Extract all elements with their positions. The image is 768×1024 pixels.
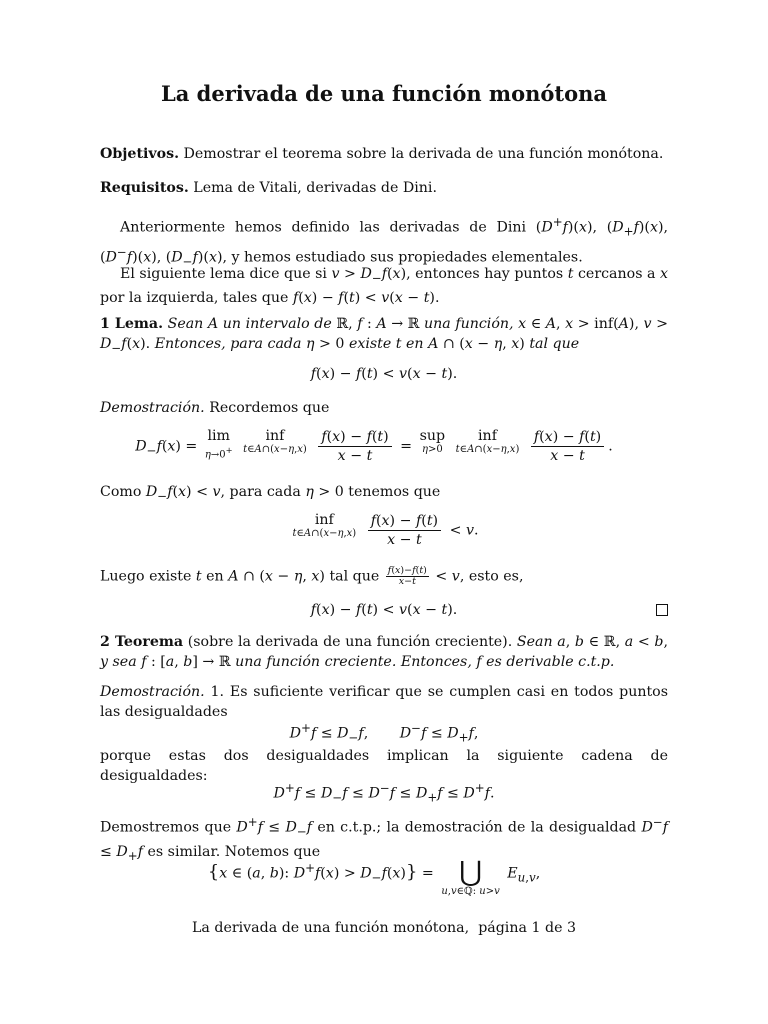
requisitos-paragraph bbox=[100, 178, 668, 198]
luego-paragraph: Luego existe t en A ∩ (x − η, x) tal que $\frac{f(x)-f(t)}{x-t}$ < v, esto es, bbox=[100, 565, 524, 587]
proof2-intro bbox=[100, 682, 668, 722]
como-text-3: tenemos que bbox=[348, 484, 441, 500]
requisitos-label: Requisitos. bbox=[100, 180, 189, 196]
intro-text-2: y hemos estudiado sus propiedades elementales. bbox=[231, 249, 583, 266]
theorem-text-4: es derivable c.t.p. bbox=[486, 654, 615, 670]
theorem-text-1: Sean bbox=[516, 634, 553, 650]
lemma-text-6: en bbox=[406, 336, 424, 352]
lemma-intro-text-4: por la izquierda, tales que bbox=[100, 289, 289, 306]
como-text-1: Como bbox=[100, 484, 142, 500]
inf-inequality-equation: inf t∈A∩(x−η,x) $\frac{f(x) - f(t)}{x - t}$ < v. bbox=[292, 512, 479, 548]
set-union-equation: {x ∈ (a, b): $D^+f(x) > D_-f(x)$} = ⋃ u,v∈ℚ: u>v $E_{u,v}$, bbox=[207, 855, 541, 897]
lemma-text-7: tal que bbox=[529, 336, 580, 352]
objetivos-paragraph bbox=[100, 144, 668, 164]
luego-text-2: en bbox=[206, 568, 224, 585]
theorem-paren: (sobre la derivada de una función creciente). bbox=[187, 634, 513, 650]
lemma-intro-text-3: cercanos a bbox=[577, 266, 656, 282]
lemma-text-4: Entonces, para cada bbox=[154, 336, 302, 352]
theorem-text-3: una función creciente. Entonces, bbox=[235, 654, 472, 670]
lemma-intro-paragraph: El siguiente lema dice que si $v > D_-f(x)$, entonces hay puntos t cercanos a x por la izquierda, tales que f(x) − f(t) < v(x − t). bbox=[100, 266, 668, 306]
theorem-label: 2 Teorema bbox=[100, 634, 184, 650]
objetivos-label: Objetivos. bbox=[100, 146, 180, 162]
footer-title: La derivada de una función monótona, bbox=[191, 920, 470, 936]
lemma-text-2: un intervalo de bbox=[222, 316, 332, 332]
lemma-statement: 1 Lema. Sean A un intervalo de ℝ, f : A → ℝ una función, x ∈ A, x > inf(A), $v > D_-f(x)$. Entonces, para cada η > 0 existe t en A ∩ (x − η, x) tal que bbox=[100, 316, 669, 355]
theorem-text-2: y sea bbox=[100, 654, 137, 670]
lemma-text-1: Sean bbox=[167, 316, 204, 332]
demostremos-text-1: Demostremos que bbox=[100, 819, 232, 836]
proof2-label: Demostración. bbox=[100, 684, 205, 700]
theorem-statement: 2 Teorema (sobre la derivada de una función creciente). Sean a, b ∈ ℝ, a < b, y sea f : [a, b] → ℝ una función creciente. Entonces, f es derivable c.t.p. bbox=[100, 634, 669, 670]
luego-text-3: tal que bbox=[329, 568, 380, 585]
lemma-text-3: una función, bbox=[424, 316, 514, 332]
luego-equation: f(x) − f(t) < v(x − t). bbox=[310, 602, 458, 618]
luego-text-4: esto es, bbox=[468, 568, 524, 585]
page-title: La derivada de una función monótona bbox=[161, 81, 607, 106]
proof2-text: 1. Es suficiente verificar que se cumplen casi en todos puntos las desigualdades bbox=[100, 684, 668, 720]
como-paragraph: Como $D_-f(x) < v$, para cada η > 0 tenemos que bbox=[100, 484, 441, 503]
intro-paragraph: Anteriormente hemos definido las derivadas de Dini (D+f)(x), $(D_+f)(x)$, (D−f)(x), $(D_-f)(x)$, y hemos estudiado sus propiedades elementales. bbox=[100, 215, 668, 269]
como-text-2: para cada bbox=[229, 484, 301, 500]
proof1-label: Demostración. bbox=[100, 400, 205, 416]
porque-text: porque estas dos desigualdades implican la siguiente cadena de desigualdades: bbox=[100, 748, 668, 784]
qed-square-icon bbox=[656, 604, 668, 616]
lemma-label: 1 Lema. bbox=[100, 316, 164, 332]
luego-text-1: Luego existe bbox=[100, 568, 192, 585]
objetivos-text: Demostrar el teorema sobre la derivada de una función monótona. bbox=[183, 146, 664, 162]
requisitos-text: Lema de Vitali, derivadas de Dini. bbox=[193, 180, 437, 196]
demostremos-text-2: en c.t.p.; la demostración de la desigualdad bbox=[317, 819, 637, 836]
lemma-text-5: existe bbox=[348, 336, 392, 352]
lemma-equation: f(x) − f(t) < v(x − t). bbox=[310, 366, 458, 382]
inequality-chain-equation: $D^+f \le D_-f \le D^-f \le D_+f \le D^+f$. bbox=[273, 781, 495, 805]
footer-page-number: página 1 de 3 bbox=[478, 920, 577, 936]
page-footer bbox=[100, 918, 668, 938]
dini-definition-equation: $D_-f(x)$ = lim η→0+ inf t∈A∩(x−η,x) $\frac{f(x) - f(t)}{x - t}$ = sup η>0 inf t∈A∩(x−η,x) $\frac{f(x) - f(t)}{x - t}$ . bbox=[135, 428, 613, 464]
lemma-intro-text-1: El siguiente lema dice que si bbox=[120, 266, 327, 282]
proof1-intro bbox=[100, 398, 668, 418]
demostremos-paragraph: Demostremos que $D^+f \le D_-f$ en c.t.p.; la demostración de la desigualdad $D^-f \le D_+f$ es similar. Notemos que bbox=[100, 815, 668, 863]
dini-inequalities-equation: $D^+f \le D_-f$, $D^-f \le D_+f$, bbox=[289, 721, 479, 745]
lemma-intro-text-2: entonces hay puntos bbox=[415, 266, 564, 282]
intro-text-1: Anteriormente hemos definido las derivadas de Dini bbox=[120, 219, 527, 236]
proof1-text: Recordemos que bbox=[209, 400, 330, 416]
demostremos-text-3: es similar. Notemos que bbox=[147, 843, 321, 860]
